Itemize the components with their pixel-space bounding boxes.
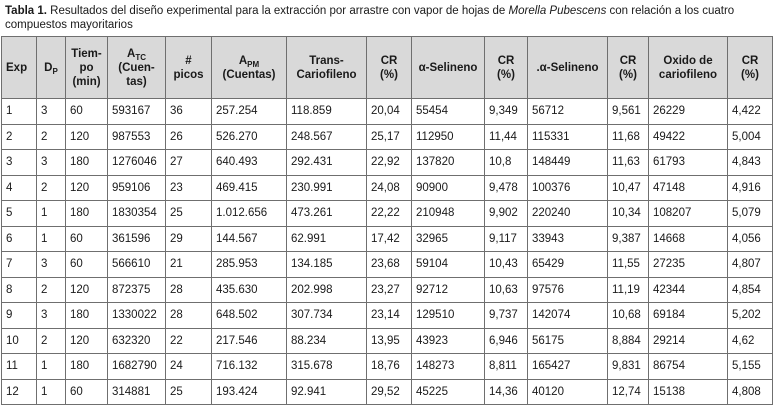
cell-cr-3: 10,47	[608, 175, 649, 201]
header-cr-4: CR (%)	[728, 37, 773, 99]
cell-alpha-selineno-2: 97576	[528, 277, 608, 303]
cell-alpha-selineno-1: 32965	[412, 226, 485, 252]
cell-atc: 593167	[108, 99, 166, 125]
cell-alpha-selineno-2: 115331	[528, 124, 608, 150]
cell-dp: 3	[37, 252, 66, 278]
cell-cr-3: 11,55	[608, 252, 649, 278]
header-tiempo: Tiem-po (min)	[66, 37, 108, 99]
cell-tiempo: 60	[66, 99, 108, 125]
cell-cr-4: 4,843	[728, 150, 773, 176]
cell-alpha-selineno-1: 148273	[412, 354, 485, 380]
cell-picos: 22	[166, 328, 212, 354]
table-row	[2, 99, 773, 125]
cell-tiempo: 120	[66, 328, 108, 354]
cell-oxido-cariofileno: 42344	[649, 277, 728, 303]
cell-exp: 1	[2, 99, 37, 125]
cell-picos: 36	[166, 99, 212, 125]
cell-trans-cariofileno: 88.234	[287, 328, 367, 354]
cell-alpha-selineno-1: 92712	[412, 277, 485, 303]
cell-picos: 21	[166, 252, 212, 278]
cell-cr-4: 5,004	[728, 124, 773, 150]
cell-dp: 1	[37, 354, 66, 380]
cell-cr-1: 23,68	[367, 252, 412, 278]
cell-alpha-selineno-1: 129510	[412, 303, 485, 329]
cell-trans-cariofileno: 292.431	[287, 150, 367, 176]
cell-exp: 8	[2, 277, 37, 303]
table-row	[2, 379, 773, 405]
cell-apm: 435.630	[212, 277, 287, 303]
cell-alpha-selineno-1: 210948	[412, 201, 485, 227]
cell-cr-4: 4,854	[728, 277, 773, 303]
cell-cr-2: 9,737	[485, 303, 528, 329]
cell-trans-cariofileno: 62.991	[287, 226, 367, 252]
cell-cr-3: 9,561	[608, 99, 649, 125]
cell-trans-cariofileno: 92.941	[287, 379, 367, 405]
cell-cr-3: 11,19	[608, 277, 649, 303]
cell-trans-cariofileno: 315.678	[287, 354, 367, 380]
table-row	[2, 226, 773, 252]
cell-cr-3: 10,34	[608, 201, 649, 227]
cell-trans-cariofileno: 307.734	[287, 303, 367, 329]
cell-dp: 2	[37, 175, 66, 201]
cell-oxido-cariofileno: 47148	[649, 175, 728, 201]
cell-oxido-cariofileno: 61793	[649, 150, 728, 176]
cell-picos: 25	[166, 201, 212, 227]
cell-tiempo: 120	[66, 175, 108, 201]
cell-alpha-selineno-2: 100376	[528, 175, 608, 201]
header-row	[2, 37, 773, 99]
cell-trans-cariofileno: 248.567	[287, 124, 367, 150]
results-table	[1, 36, 773, 405]
cell-exp: 4	[2, 175, 37, 201]
cell-cr-2: 10,63	[485, 277, 528, 303]
cell-cr-1: 20,04	[367, 99, 412, 125]
cell-picos: 29	[166, 226, 212, 252]
cell-apm: 257.254	[212, 99, 287, 125]
cell-cr-1: 17,42	[367, 226, 412, 252]
cell-cr-2: 10,43	[485, 252, 528, 278]
cell-tiempo: 180	[66, 150, 108, 176]
cell-oxido-cariofileno: 29214	[649, 328, 728, 354]
header-cr-3: CR (%)	[608, 37, 649, 99]
cell-dp: 3	[37, 150, 66, 176]
cell-cr-4: 4,422	[728, 99, 773, 125]
header-alpha-selineno-2: .α-Selineno	[528, 37, 608, 99]
cell-dp: 1	[37, 379, 66, 405]
cell-cr-2: 6,946	[485, 328, 528, 354]
cell-cr-4: 4,056	[728, 226, 773, 252]
cell-picos: 24	[166, 354, 212, 380]
cell-cr-3: 9,387	[608, 226, 649, 252]
cell-cr-1: 29,52	[367, 379, 412, 405]
cell-tiempo: 60	[66, 379, 108, 405]
table-row	[2, 277, 773, 303]
cell-alpha-selineno-1: 90900	[412, 175, 485, 201]
table-row	[2, 201, 773, 227]
cell-atc: 566610	[108, 252, 166, 278]
header-atc: $A_{TC}$ (Cuen-tas)	[108, 37, 166, 99]
cell-atc: 959106	[108, 175, 166, 201]
cell-exp: 12	[2, 379, 37, 405]
caption-label: Tabla 1.	[5, 5, 47, 17]
cell-cr-4: 5,155	[728, 354, 773, 380]
cell-oxido-cariofileno: 108207	[649, 201, 728, 227]
cell-cr-4: 5,202	[728, 303, 773, 329]
cell-alpha-selineno-1: 112950	[412, 124, 485, 150]
cell-alpha-selineno-1: 45225	[412, 379, 485, 405]
cell-cr-1: 22,22	[367, 201, 412, 227]
cell-oxido-cariofileno: 86754	[649, 354, 728, 380]
cell-alpha-selineno-1: 59104	[412, 252, 485, 278]
cell-trans-cariofileno: 134.185	[287, 252, 367, 278]
cell-picos: 28	[166, 277, 212, 303]
cell-atc: 987553	[108, 124, 166, 150]
cell-cr-1: 23,14	[367, 303, 412, 329]
table-row	[2, 354, 773, 380]
cell-alpha-selineno-2: 148449	[528, 150, 608, 176]
header-cr-2: CR (%)	[485, 37, 528, 99]
cell-atc: 1682790	[108, 354, 166, 380]
cell-exp: 11	[2, 354, 37, 380]
cell-apm: 469.415	[212, 175, 287, 201]
cell-cr-4: 4,62	[728, 328, 773, 354]
cell-cr-2: 14,36	[485, 379, 528, 405]
caption-text-before: Resultados del diseño experimental para la extracción por arrastre con vapor de hojas de	[46, 5, 509, 17]
cell-alpha-selineno-2: 40120	[528, 379, 608, 405]
cell-oxido-cariofileno: 26229	[649, 99, 728, 125]
cell-exp: 2	[2, 124, 37, 150]
cell-oxido-cariofileno: 49422	[649, 124, 728, 150]
cell-cr-4: 5,079	[728, 201, 773, 227]
header-oxido-cariofileno: Oxido de cariofileno	[649, 37, 728, 99]
cell-cr-2: 9,478	[485, 175, 528, 201]
cell-cr-2: 9,117	[485, 226, 528, 252]
cell-tiempo: 180	[66, 354, 108, 380]
cell-trans-cariofileno: 230.991	[287, 175, 367, 201]
cell-atc: 1276046	[108, 150, 166, 176]
cell-cr-2: 9,349	[485, 99, 528, 125]
cell-picos: 27	[166, 150, 212, 176]
table-row	[2, 124, 773, 150]
cell-cr-2: 10,8	[485, 150, 528, 176]
cell-alpha-selineno-2: 65429	[528, 252, 608, 278]
cell-apm: 648.502	[212, 303, 287, 329]
cell-alpha-selineno-1: 43923	[412, 328, 485, 354]
header-alpha-selineno-1: α-Selineno	[412, 37, 485, 99]
cell-cr-3: 12,74	[608, 379, 649, 405]
cell-atc: 1330022	[108, 303, 166, 329]
cell-cr-2: 11,44	[485, 124, 528, 150]
cell-cr-3: 10,68	[608, 303, 649, 329]
table-body	[2, 99, 773, 405]
cell-exp: 7	[2, 252, 37, 278]
cell-picos: 25	[166, 379, 212, 405]
cell-cr-1: 24,08	[367, 175, 412, 201]
cell-cr-1: 25,17	[367, 124, 412, 150]
cell-dp: 2	[37, 277, 66, 303]
cell-oxido-cariofileno: 14668	[649, 226, 728, 252]
cell-dp: 2	[37, 124, 66, 150]
cell-trans-cariofileno: 118.859	[287, 99, 367, 125]
cell-dp: 3	[37, 99, 66, 125]
cell-cr-3: 9,831	[608, 354, 649, 380]
cell-cr-1: 22,92	[367, 150, 412, 176]
cell-alpha-selineno-1: 137820	[412, 150, 485, 176]
header-picos: # picos	[166, 37, 212, 99]
table-caption	[5, 4, 770, 32]
cell-exp: 5	[2, 201, 37, 227]
table-row	[2, 252, 773, 278]
cell-oxido-cariofileno: 27235	[649, 252, 728, 278]
cell-trans-cariofileno: 202.998	[287, 277, 367, 303]
header-trans-cariofileno: Trans-Cariofileno	[287, 37, 367, 99]
cell-atc: 361596	[108, 226, 166, 252]
cell-cr-4: 4,808	[728, 379, 773, 405]
cell-cr-4: 4,916	[728, 175, 773, 201]
cell-atc: 632320	[108, 328, 166, 354]
cell-cr-2: 8,811	[485, 354, 528, 380]
table-row	[2, 303, 773, 329]
cell-oxido-cariofileno: 15138	[649, 379, 728, 405]
header-apm: $A_{PM}$ (Cuentas)	[212, 37, 287, 99]
cell-apm: 526.270	[212, 124, 287, 150]
cell-exp: 9	[2, 303, 37, 329]
cell-alpha-selineno-2: 33943	[528, 226, 608, 252]
cell-picos: 26	[166, 124, 212, 150]
cell-picos: 28	[166, 303, 212, 329]
cell-exp: 6	[2, 226, 37, 252]
cell-atc: 314881	[108, 379, 166, 405]
cell-alpha-selineno-2: 56175	[528, 328, 608, 354]
cell-apm: 144.567	[212, 226, 287, 252]
cell-tiempo: 60	[66, 252, 108, 278]
header-exp: Exp	[2, 37, 37, 99]
cell-cr-1: 18,76	[367, 354, 412, 380]
cell-dp: 2	[37, 328, 66, 354]
cell-alpha-selineno-2: 220240	[528, 201, 608, 227]
cell-exp: 3	[2, 150, 37, 176]
caption-species: Morella Pubescens	[508, 5, 607, 17]
cell-dp: 1	[37, 226, 66, 252]
cell-apm: 217.546	[212, 328, 287, 354]
cell-oxido-cariofileno: 69184	[649, 303, 728, 329]
cell-dp: 3	[37, 303, 66, 329]
cell-alpha-selineno-2: 142074	[528, 303, 608, 329]
cell-apm: 193.424	[212, 379, 287, 405]
cell-cr-2: 9,902	[485, 201, 528, 227]
cell-exp: 10	[2, 328, 37, 354]
table-row	[2, 150, 773, 176]
cell-apm: 1.012.656	[212, 201, 287, 227]
cell-tiempo: 180	[66, 201, 108, 227]
cell-trans-cariofileno: 473.261	[287, 201, 367, 227]
cell-tiempo: 120	[66, 277, 108, 303]
cell-tiempo: 120	[66, 124, 108, 150]
header-cr-1: CR (%)	[367, 37, 412, 99]
cell-picos: 23	[166, 175, 212, 201]
table-row	[2, 175, 773, 201]
cell-cr-4: 4,807	[728, 252, 773, 278]
cell-alpha-selineno-2: 165427	[528, 354, 608, 380]
cell-cr-3: 8,884	[608, 328, 649, 354]
cell-cr-1: 23,27	[367, 277, 412, 303]
cell-atc: 872375	[108, 277, 166, 303]
table-row	[2, 328, 773, 354]
cell-apm: 285.953	[212, 252, 287, 278]
cell-cr-3: 11,63	[608, 150, 649, 176]
header-dp: $D_P$	[37, 37, 66, 99]
cell-atc: 1830354	[108, 201, 166, 227]
cell-alpha-selineno-1: 55454	[412, 99, 485, 125]
cell-dp: 1	[37, 201, 66, 227]
cell-tiempo: 180	[66, 303, 108, 329]
cell-alpha-selineno-2: 56712	[528, 99, 608, 125]
cell-apm: 716.132	[212, 354, 287, 380]
cell-tiempo: 60	[66, 226, 108, 252]
cell-cr-3: 11,68	[608, 124, 649, 150]
cell-apm: 640.493	[212, 150, 287, 176]
caption-text-after: con relación a los cuatro compuestos mayoritarios	[5, 5, 735, 31]
cell-cr-1: 13,95	[367, 328, 412, 354]
